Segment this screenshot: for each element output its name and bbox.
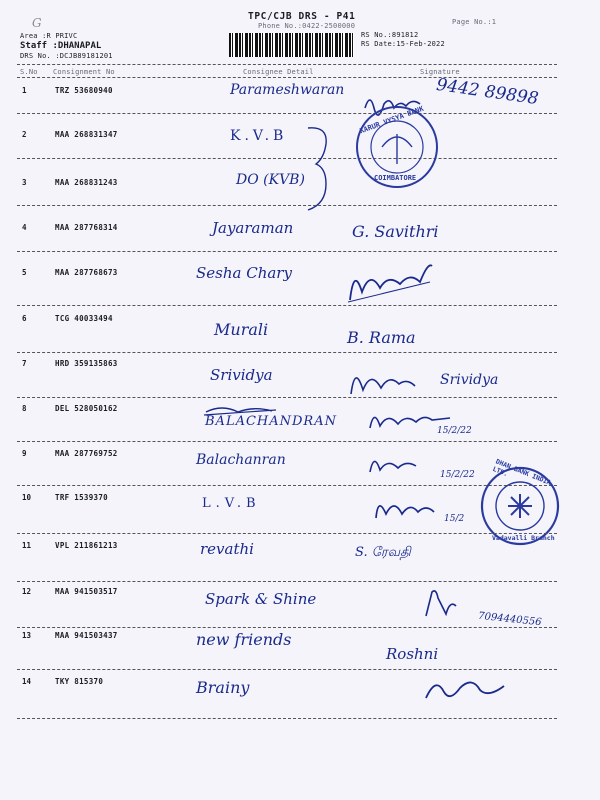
row-signature: 9442 89898 bbox=[435, 74, 540, 110]
struck-text-mark bbox=[202, 402, 282, 420]
barcode bbox=[229, 33, 354, 57]
row-consignee: K.V.B bbox=[230, 128, 288, 144]
row-consignment: MAA 941503437 bbox=[55, 631, 118, 640]
row-separator bbox=[17, 627, 557, 628]
row-consignee: BALACHANDRAN bbox=[205, 414, 337, 429]
row-sno: 14 bbox=[22, 677, 32, 686]
signature-scribble bbox=[416, 586, 476, 622]
signature-scribble bbox=[340, 256, 440, 306]
row-consignment: MAA 287768673 bbox=[55, 268, 118, 277]
row-separator bbox=[17, 305, 557, 306]
row-signature: Roshni bbox=[386, 645, 439, 663]
signature-scribble bbox=[372, 488, 452, 528]
row-sno: 2 bbox=[22, 130, 27, 139]
col-signature: Signature bbox=[420, 68, 460, 76]
stamp-top-text: KARUR VYSYA BANK bbox=[358, 104, 425, 136]
row-signature: S. ரேவதி bbox=[355, 545, 411, 560]
row-separator bbox=[17, 581, 557, 582]
row-consignee: Sesha Chary bbox=[196, 264, 292, 282]
row-sno: 5 bbox=[22, 268, 27, 277]
stamp-top-text: DHAN BANK INDIA LTD. bbox=[491, 457, 552, 487]
row-separator bbox=[17, 533, 557, 534]
row-separator bbox=[17, 205, 557, 206]
row-separator bbox=[17, 113, 557, 114]
corner-mark: G bbox=[32, 16, 42, 30]
row-separator bbox=[17, 397, 557, 398]
row-separator bbox=[17, 485, 557, 486]
row-consignee: Brainy bbox=[196, 678, 250, 697]
row-separator bbox=[17, 669, 557, 670]
row-consignment: MAA 268831347 bbox=[55, 130, 118, 139]
row-separator bbox=[17, 441, 557, 442]
row-consignment: HRD 359135863 bbox=[55, 359, 118, 368]
row-sno: 1 bbox=[22, 86, 27, 95]
row-consignment: DEL 528050162 bbox=[55, 404, 118, 413]
row-separator bbox=[17, 352, 557, 353]
row-consignee: DO (KVB) bbox=[236, 172, 305, 188]
row-separator bbox=[17, 718, 557, 719]
row-consignee: Jayaraman bbox=[212, 219, 294, 237]
row-consignment: TRF 1539370 bbox=[55, 493, 108, 502]
dhan-bank-stamp bbox=[478, 457, 562, 552]
row-sno: 8 bbox=[22, 404, 27, 413]
row-consignment: MAA 268831243 bbox=[55, 178, 118, 187]
row-consignment: MAA 287769752 bbox=[55, 449, 118, 458]
row-separator bbox=[17, 251, 557, 252]
row-sno: 4 bbox=[22, 223, 27, 232]
page-title: TPC/CJB DRS - P41 bbox=[248, 11, 356, 22]
drs-number: DRS No. :DCJB89181201 bbox=[20, 52, 113, 60]
row-sno: 12 bbox=[22, 587, 32, 596]
staff-label: Staff :DHANAPAL bbox=[20, 41, 102, 51]
row-sno: 6 bbox=[22, 314, 27, 323]
row-sno: 7 bbox=[22, 359, 27, 368]
brace-mark bbox=[300, 124, 340, 214]
row-sno: 11 bbox=[22, 541, 32, 550]
row-consignee: Spark & Shine bbox=[205, 590, 317, 608]
row-separator bbox=[17, 158, 557, 159]
row-signature: 7094440556 bbox=[477, 610, 543, 629]
row-sno: 10 bbox=[22, 493, 32, 502]
row-sno: 9 bbox=[22, 449, 27, 458]
row-consignment: TCG 40033494 bbox=[55, 314, 113, 323]
area-label: Area :R PRIVC bbox=[20, 32, 78, 40]
row-consignee: Parameshwaran bbox=[230, 82, 345, 98]
row-signature: Srividya bbox=[440, 372, 499, 388]
row-signature: 15/2/22 bbox=[437, 426, 472, 436]
page-number: Page No.:1 bbox=[452, 18, 497, 26]
row-signature: G. Savithri bbox=[352, 222, 439, 241]
row-signature: B. Rama bbox=[347, 328, 416, 347]
signature-scribble bbox=[420, 672, 510, 706]
col-sno: S.No bbox=[20, 68, 38, 76]
phone-number: Phone No.:0422-2500000 bbox=[258, 22, 356, 30]
row-consignee: Srividya bbox=[210, 366, 273, 384]
row-consignee: L.V.B bbox=[202, 496, 261, 511]
col-detail: Consignee Detail bbox=[243, 68, 314, 76]
column-header-separator bbox=[17, 77, 557, 78]
karur-bank-stamp bbox=[352, 102, 442, 196]
signature-scribble bbox=[345, 360, 435, 400]
col-consignment: Consignment No bbox=[53, 68, 115, 76]
stamp-bottom-text: Vadavalli Branch bbox=[492, 534, 555, 542]
rs-number: RS No.:891812 bbox=[361, 31, 419, 39]
row-consignment: VPL 211861213 bbox=[55, 541, 118, 550]
row-consignment: MAA 287768314 bbox=[55, 223, 118, 232]
row-consignee: Murali bbox=[214, 320, 269, 339]
row-sno: 13 bbox=[22, 631, 32, 640]
rs-date: RS Date:15-Feb-2022 bbox=[361, 40, 445, 48]
row-consignment: TKY 815370 bbox=[55, 677, 104, 686]
row-sno: 3 bbox=[22, 178, 27, 187]
row-consignment: MAA 941503517 bbox=[55, 587, 118, 596]
header-separator bbox=[17, 64, 557, 65]
row-consignee: new friends bbox=[196, 630, 292, 649]
stamp-bottom-text: COIMBATORE bbox=[374, 174, 417, 182]
row-consignment: TRZ 53680940 bbox=[55, 86, 113, 95]
row-consignee: revathi bbox=[200, 540, 254, 558]
row-signature: 15/2/22 bbox=[440, 470, 475, 480]
row-consignee: Balachanran bbox=[196, 452, 286, 468]
row-signature: 15/2 bbox=[444, 514, 465, 524]
